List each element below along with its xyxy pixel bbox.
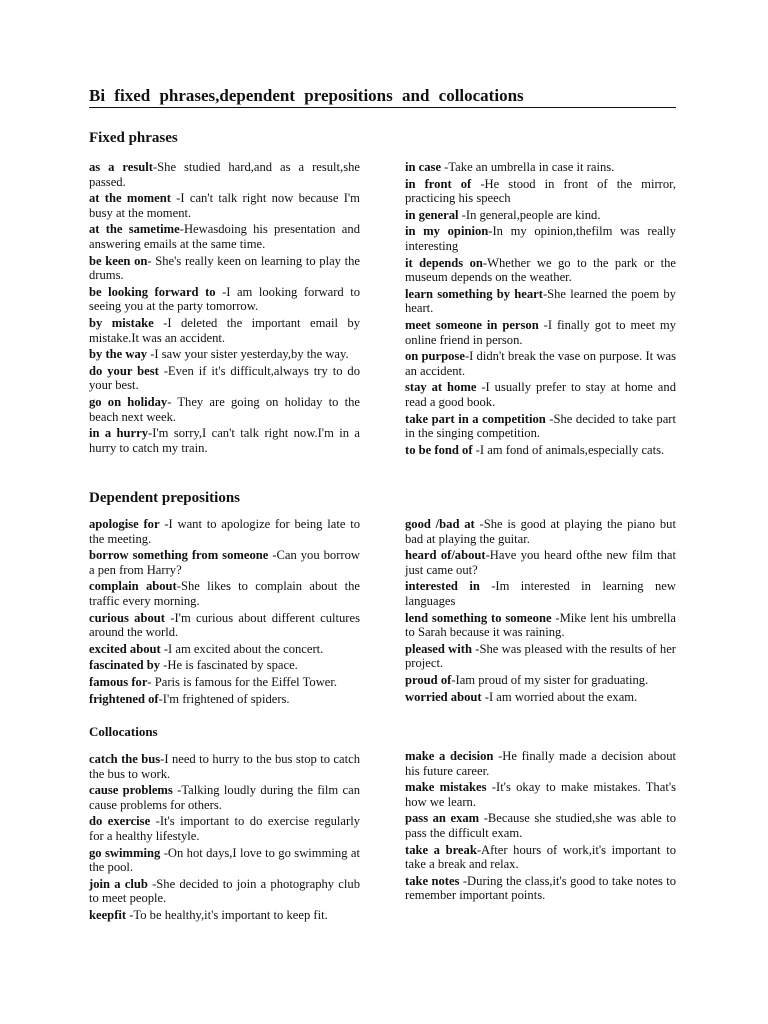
phrase-term: do your best	[89, 363, 159, 378]
phrase-entry	[89, 395, 360, 424]
phrase-term: learn something by heart	[405, 286, 543, 301]
collocations-heading: Collocations	[89, 724, 158, 739]
phrase-example: -On hot days,I love to go swimming at the pool.	[89, 845, 360, 875]
phrase-entry	[405, 579, 676, 608]
phrase-term: join a club	[89, 876, 148, 891]
phrase-example: -During the class,it's good to take notes to remember important points.	[405, 873, 676, 903]
phrase-entry	[405, 443, 676, 458]
phrase-term: in general	[405, 207, 459, 222]
phrase-entry	[405, 256, 676, 285]
phrase-entry	[89, 692, 360, 707]
fixed-phrases-right-column	[405, 160, 676, 459]
phrase-example: -She was pleased with the results of her project.	[405, 641, 676, 671]
phrase-example: -I am worried about the exam.	[481, 689, 638, 704]
phrase-entry	[89, 783, 360, 812]
phrase-example: -I didn't break the vase on purpose. It was an accident.	[405, 349, 677, 378]
phrase-example: -In my opinion,thefilm was really interesting	[405, 224, 676, 253]
page-title: Bi fixed phrases,dependent prepositions and collocations	[89, 86, 676, 108]
phrase-term: famous for	[89, 674, 148, 689]
phrase-entry	[89, 579, 360, 608]
phrase-entry	[405, 177, 676, 206]
phrase-entry	[89, 347, 360, 362]
phrase-entry	[89, 364, 360, 393]
phrase-entry	[89, 517, 360, 546]
phrase-term: to be fond of	[405, 442, 473, 457]
phrase-example: -I am excited about the concert.	[160, 641, 324, 656]
phrase-entry	[405, 380, 676, 409]
phrase-entry	[405, 208, 676, 223]
phrase-example: -Mike lent his umbrella to Sarah because it was raining.	[405, 610, 677, 640]
collocations-right-column	[405, 749, 676, 905]
phrase-entry	[89, 877, 360, 906]
phrase-term: in a hurry	[89, 426, 149, 441]
dependent-prepositions-left-column	[89, 517, 360, 708]
phrase-term: make mistakes	[405, 780, 487, 795]
phrase-term: lend something to someone	[405, 610, 552, 625]
phrase-entry	[89, 160, 360, 189]
phrase-term: pass an exam	[405, 811, 480, 826]
phrase-term: heard of/about	[405, 548, 486, 563]
phrase-entry	[405, 843, 676, 872]
phrase-term: fascinated by	[89, 658, 161, 673]
phrase-entry	[89, 611, 360, 640]
phrase-entry	[405, 318, 676, 347]
phrase-example: -Talking loudly during the film can cause problems for others.	[89, 783, 360, 812]
phrase-example: -I'm sorry,I can't talk right now.I'm in a hurry to catch my train.	[89, 426, 360, 455]
phrase-entry	[89, 191, 360, 220]
phrase-example: -I am fond of animals,especially cats.	[472, 442, 665, 457]
phrase-example: -He is fascinated by space.	[160, 658, 298, 673]
phrase-term: be keen on	[89, 253, 148, 268]
phrase-term: on purpose	[405, 349, 465, 364]
phrase-example: -Take an umbrella in case it rains.	[441, 160, 615, 174]
phrase-term: cause problems	[89, 783, 173, 798]
phrase-term: go swimming	[89, 845, 161, 860]
phrase-term: proud of	[405, 672, 452, 687]
phrase-term: meet someone in person	[405, 317, 539, 332]
phrase-example: -I deleted the important email by mistake.It was an accident.	[89, 315, 360, 345]
fixed-phrases-heading: Fixed phrases	[89, 130, 178, 146]
phrase-term: as a result	[89, 160, 153, 174]
phrase-term: go on holiday	[89, 394, 168, 409]
phrase-term: good /bad at	[405, 517, 475, 531]
phrase-example: -I am looking forward to seeing you at the party tomorrow.	[89, 284, 360, 314]
phrase-entry	[89, 814, 360, 843]
phrase-entry	[89, 908, 360, 923]
phrase-example: -I'm frightened of spiders.	[158, 691, 290, 706]
phrase-entry	[89, 285, 360, 314]
phrase-term: by the way	[89, 347, 148, 362]
phrase-entry	[405, 874, 676, 903]
phrase-entry	[405, 548, 676, 577]
phrase-entry	[89, 548, 360, 577]
phrase-term: at the sametime	[89, 222, 180, 237]
phrase-example: -It's important to do exercise regularly for a healthy lifestyle.	[89, 814, 360, 843]
phrase-term: make a decision	[405, 749, 494, 763]
phrase-term: frightened of	[89, 691, 159, 706]
phrase-term: worried about	[405, 689, 482, 704]
phrase-entry	[405, 224, 676, 253]
phrase-term: it depends on	[405, 255, 483, 270]
phrase-term: keepfit	[89, 907, 127, 922]
phrase-example: -In general,people are kind.	[458, 207, 601, 222]
phrase-entry	[89, 752, 360, 781]
phrase-example: -She decided to take part in the singing competition.	[405, 411, 676, 441]
phrase-example: -He finally made a decision about his future career.	[405, 749, 676, 778]
phrase-example: -I'm curious about different cultures around the world.	[89, 610, 360, 640]
phrase-example: -I need to hurry to the bus stop to catch the bus to work.	[89, 752, 360, 781]
phrase-entry	[89, 316, 360, 345]
phrase-term: interested in	[405, 579, 480, 594]
phrase-term: excited about	[89, 641, 161, 656]
phrase-entry	[89, 426, 360, 455]
phrase-entry	[405, 349, 676, 378]
phrase-term: at the moment	[89, 191, 171, 206]
phrase-example: - She's really keen on learning to play the drums.	[89, 253, 360, 283]
phrase-entry	[89, 846, 360, 875]
phrase-example: - They are going on holiday to the beach next week.	[89, 394, 360, 424]
phrase-term: apologise for	[89, 517, 160, 531]
phrase-example: -She studied hard,and as a result,she passed.	[89, 160, 360, 189]
phrase-term: complain about	[89, 579, 177, 594]
phrase-term: in case	[405, 160, 442, 174]
phrase-entry	[89, 642, 360, 657]
phrase-entry	[405, 160, 676, 175]
phrase-term: take a break	[405, 842, 477, 857]
phrase-term: stay at home	[405, 380, 477, 395]
phrase-example: -Hewasdoing his presentation and answering emails at the same time.	[89, 222, 360, 251]
collocations-left-column	[89, 752, 360, 925]
phrase-example: -It's okay to make mistakes. That's how we learn.	[405, 780, 676, 809]
phrase-entry	[89, 675, 360, 690]
phrase-term: pleased with	[405, 641, 472, 656]
phrase-example: -She is good at playing the piano but bad at playing the guitar.	[405, 517, 676, 546]
phrase-example: -Even if it's difficult,always try to do your best.	[89, 363, 361, 393]
phrase-entry	[405, 642, 676, 671]
phrase-example: -I saw your sister yesterday,by the way.	[147, 347, 349, 362]
phrase-example: -Can you borrow a pen from Harry?	[89, 548, 360, 577]
phrase-term: in front of	[405, 176, 472, 191]
phrase-term: curious about	[89, 610, 165, 625]
phrase-example: -Iam proud of my sister for graduating.	[451, 672, 649, 687]
phrase-example: -She learned the poem by heart.	[405, 286, 676, 316]
phrase-term: take part in a competition	[405, 411, 546, 426]
phrase-example: -Because she studied,she was able to pass the difficult exam.	[405, 811, 676, 840]
phrase-example: -To be healthy,it's important to keep fit.	[126, 907, 328, 922]
phrase-entry	[405, 517, 676, 546]
phrase-example: -Have you heard ofthe new film that just came out?	[405, 548, 676, 577]
phrase-entry	[405, 749, 676, 778]
dependent-prepositions-right-column	[405, 517, 676, 706]
phrase-term: catch the bus	[89, 752, 161, 766]
phrase-example: -He stood in front of the mirror, practicing his speech	[405, 176, 676, 206]
phrase-example: -I finally got to meet my online friend in person.	[405, 317, 677, 347]
phrase-term: do exercise	[89, 814, 151, 829]
phrase-term: be looking forward to	[89, 284, 216, 299]
phrase-example: -I usually prefer to stay at home and read a good book.	[405, 380, 676, 409]
fixed-phrases-left-column	[89, 160, 360, 457]
phrase-example: - Paris is famous for the Eiffel Tower.	[147, 674, 338, 689]
phrase-example: -I can't talk right now because I'm busy at the moment.	[89, 191, 360, 220]
phrase-example: -She likes to complain about the traffic every morning.	[89, 579, 360, 608]
phrase-example: -Whether we go to the park or the museum depends on the weather.	[405, 255, 676, 285]
phrase-entry	[89, 254, 360, 283]
phrase-term: borrow something from someone	[89, 548, 269, 563]
phrase-term: by mistake	[89, 315, 154, 330]
phrase-term: take notes	[405, 873, 460, 888]
phrase-entry	[405, 673, 676, 688]
phrase-entry	[405, 611, 676, 640]
phrase-term: in my opinion	[405, 224, 489, 239]
phrase-example: -After hours of work,it's important to take a break and relax.	[405, 842, 676, 872]
phrase-entry	[89, 222, 360, 251]
phrase-entry	[405, 780, 676, 809]
dependent-prepositions-heading: Dependent prepositions	[89, 490, 240, 506]
phrase-entry	[405, 690, 676, 705]
phrase-entry	[89, 658, 360, 673]
phrase-example: -She decided to join a photography club to meet people.	[89, 876, 360, 906]
phrase-entry	[405, 287, 676, 316]
phrase-example: -Im interested in learning new languages	[405, 579, 676, 608]
phrase-entry	[405, 811, 676, 840]
phrase-entry	[405, 412, 676, 441]
phrase-example: -I want to apologize for being late to the meeting.	[89, 517, 360, 546]
